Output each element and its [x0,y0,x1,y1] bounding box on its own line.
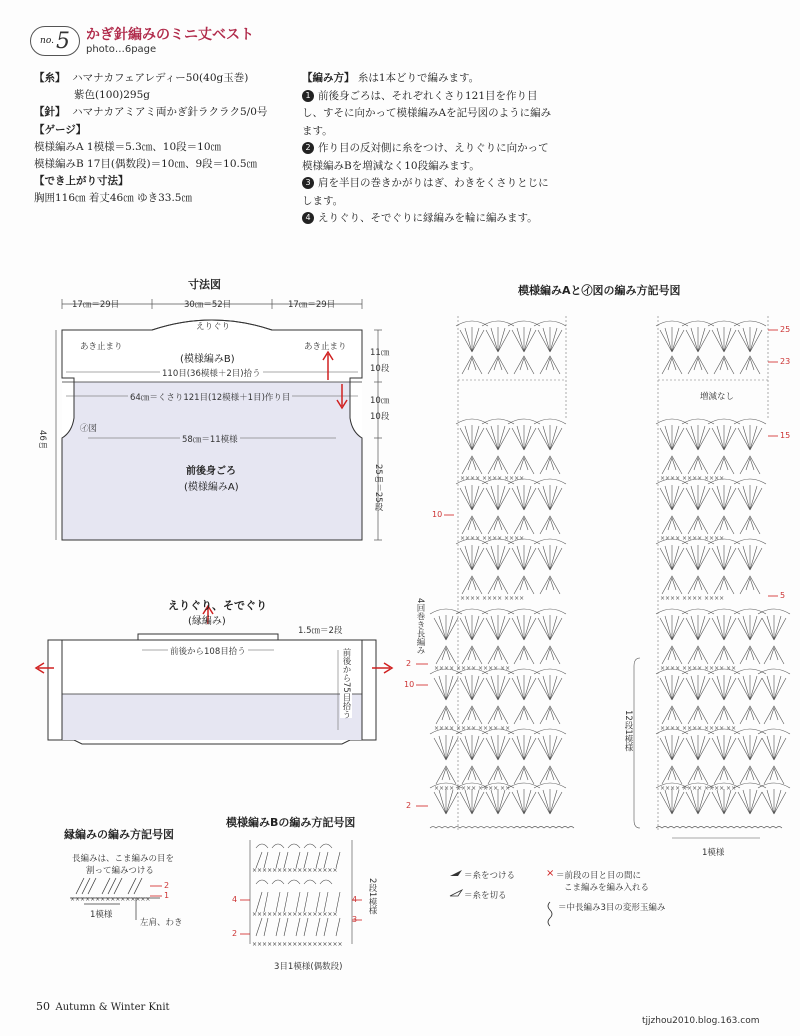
chart-b-row-4: 4 [232,895,238,904]
chart-a-row-25: 25 [780,325,791,334]
chart-a-side-repeat: 12段1模様 [623,710,633,752]
shoulder-side-label: 左肩、わき [140,918,183,928]
chart-b-row-2: 2 [232,929,238,938]
svg-text:×××× ×××× ×××× ××: ×××× ×××× ×××× ×× [660,785,737,792]
chart-a-title: 模様編みAと㋑図の編み方記号図 [518,284,681,297]
step-number: 4 [302,212,314,224]
opening-stop-right: あき止まり [304,342,347,352]
chart-a-row-5: 5 [780,591,786,600]
dim-11cm: 11㎝ [370,348,390,358]
svg-text:×××× ×××× ××××: ×××× ×××× ×××× [660,595,725,602]
instructions-intro: 糸は1本どりで編みます。 [357,72,480,84]
between-stitch-icon: × [546,868,555,879]
opening-stop-left: あき止まり [80,342,123,352]
pickup-110-label: 110目(36模様＋2目)拾う [162,369,261,379]
chart-b-row-3: 3 [352,915,358,924]
chain-121-label: 64㎝＝くさり121目(12模様＋1目)作り目 [130,393,291,403]
legend-puff: ＝中長編み3目の変形玉編み [558,903,666,913]
pattern-b-label: (模様編みB) [180,354,235,365]
step-number: 2 [302,142,314,154]
figure-i-label: ㋑図 [80,424,98,434]
gauge-line-2: 模様編みB 17目(偶数段)＝10㎝、9段＝10.5㎝ [34,158,258,171]
gauge-line-1: 模様編みA 1模様＝5.3㎝、10段＝10㎝ [34,140,222,153]
band-width-label: 1.5㎝＝2段 [298,626,343,636]
width-58-label: 58㎝＝11模様 [182,435,238,445]
legend-between-2: こま編みを編み入れる [564,883,650,893]
number-prefix: no. [40,36,54,46]
edging-note-2: 割って編みつける [86,866,154,876]
chart-a-row-23: 23 [780,357,791,366]
svg-text:×××× ×××× ×××× ××: ×××× ×××× ×××× ×× [660,725,737,732]
treble-note: 4回巻き長編み [415,598,425,655]
svg-text:×××× ×××× ××××: ×××× ×××× ×××× [660,535,725,542]
legend-between-1: ＝前段の目と目の間に [556,871,642,881]
step-text: 前後身ごろは、それぞれくさり121目を作り目し、すそに向かって模様編みAを記号図のように編みます。 [302,89,552,137]
legend-cut: ＝糸を切る [464,891,507,901]
series-title: Autumn & Winter Knit [55,1002,170,1013]
dim-25cm: 25㎝＝25段 [373,464,383,512]
instructions-heading: 【編み方】 [302,72,355,84]
chart-b-side-label: 2段1模様 [367,878,377,915]
pickup-side-label: 前後から75目拾う [341,648,351,719]
svg-text:××××××××××××××××: ×××××××××××××××× [70,896,151,903]
svg-text:×××× ×××× ××××: ×××× ×××× ×××× [660,475,725,482]
body-pattern-label: (模様編みA) [184,482,239,493]
chart-a-row-15: 15 [780,431,791,440]
dim-10cm: 10㎝ [370,396,390,406]
dim-top-right: 17㎝＝29目 [288,300,336,310]
chart-b-repeat: 3目1模様(偶数段) [274,962,343,972]
yarn-line-2: 紫色(100)295g [74,89,150,102]
step-text: 作り目の反対側に糸をつけ、えりぐりに向かって模様編みBを増減なく10段編みます。 [302,142,549,172]
svg-text:×××× ×××× ×××× ××: ×××× ×××× ×××× ×× [434,725,511,732]
chart-b-row-4-right: 4 [352,895,358,904]
no-change-label: 増減なし [700,392,735,402]
chart-a-row-10-lower: 10 [404,680,415,689]
gauge-heading: 【ゲージ】 [34,123,87,136]
dim-10dan-a: 10段 [370,364,390,374]
chart-b-title: 模様編みBの編み方記号図 [226,816,356,829]
chart-a-bottom-repeat: 1模様 [702,848,725,858]
svg-text:×××× ×××× ×××× ××: ×××× ×××× ×××× ×× [434,785,511,792]
body-title: 前後身ごろ [186,466,236,477]
edging-row-1: 1 [164,891,170,900]
step-number: 1 [302,90,314,102]
chart-a-row-2-upper: 2 [406,659,412,668]
dim-top-mid: 30㎝＝52目 [184,300,232,310]
page-number: 50 [36,1000,50,1013]
edging-row-2: 2 [164,881,170,890]
svg-text:×××× ×××× ××××: ×××× ×××× ×××× [460,595,525,602]
height-46-label: 46㎝ [37,430,47,450]
page-title: かぎ針編みのミニ丈ベスト [86,27,254,43]
svg-text:×××× ×××× ××××: ×××× ×××× ×××× [460,535,525,542]
step-number: 3 [302,177,314,189]
neckline-label: えりぐり [196,322,231,332]
blog-credit: tjjzhou2010.blog.163.com [642,1016,760,1026]
hook-line: ハマナカアミアミ両かぎ針ラクラク5/0号 [72,106,268,119]
hook-heading: 【針】 [34,106,66,119]
edging-repeat-label: 1模様 [90,910,113,920]
svg-text:××××××××××××××××××: ×××××××××××××××××× [252,941,343,948]
chart-a-row-2-lower: 2 [406,801,412,810]
size-diagram-title: 寸法図 [188,278,221,291]
yarn-heading: 【糸】 [34,72,66,84]
svg-text:×××× ×××× ×××× ××: ×××× ×××× ×××× ×× [434,665,511,672]
pattern-number: 5 [55,28,70,54]
edging-chart-title: 縁編みの編み方記号図 [64,828,174,841]
size-heading: 【でき上がり寸法】 [34,175,129,188]
photo-reference: photo…6page [86,44,157,55]
dim-10dan-b: 10段 [370,412,390,422]
dim-top-left: 17㎝＝29目 [72,300,120,310]
edging-title: えりぐり、そでぐり [168,599,267,612]
edging-subtitle: (縁編み) [188,616,226,627]
puff-stitch-icon [548,902,552,926]
page-footer [36,1000,170,1013]
yarn-line-1: ハマナカフェアレディー50(40g玉巻) [72,72,249,84]
svg-text:×××× ×××× ××××: ×××× ×××× ×××× [460,475,525,482]
step-text: えりぐり、そでぐりに縁編みを輪に編みます。 [318,212,538,224]
edging-note-1: 長編みは、こま編みの目を [72,854,175,864]
step-text: 肩を半目の巻きかがりはぎ、わきをくさりとじにします。 [302,177,549,207]
svg-text:×××××××××××××××××: ××××××××××××××××× [252,867,338,874]
cut-yarn-icon [450,890,462,896]
svg-text:×××× ×××× ×××× ××: ×××× ×××× ×××× ×× [660,665,737,672]
pickup-front-label: 前後から108目拾う [170,647,246,657]
legend-attach: ＝糸をつける [464,871,516,881]
size-line: 胸囲116㎝ 着丈46㎝ ゆき33.5㎝ [34,192,192,205]
chart-a-row-10-upper: 10 [432,510,443,519]
attach-yarn-icon [450,870,462,876]
svg-text:×××××××××××××××××: ××××××××××××××××× [252,911,338,918]
